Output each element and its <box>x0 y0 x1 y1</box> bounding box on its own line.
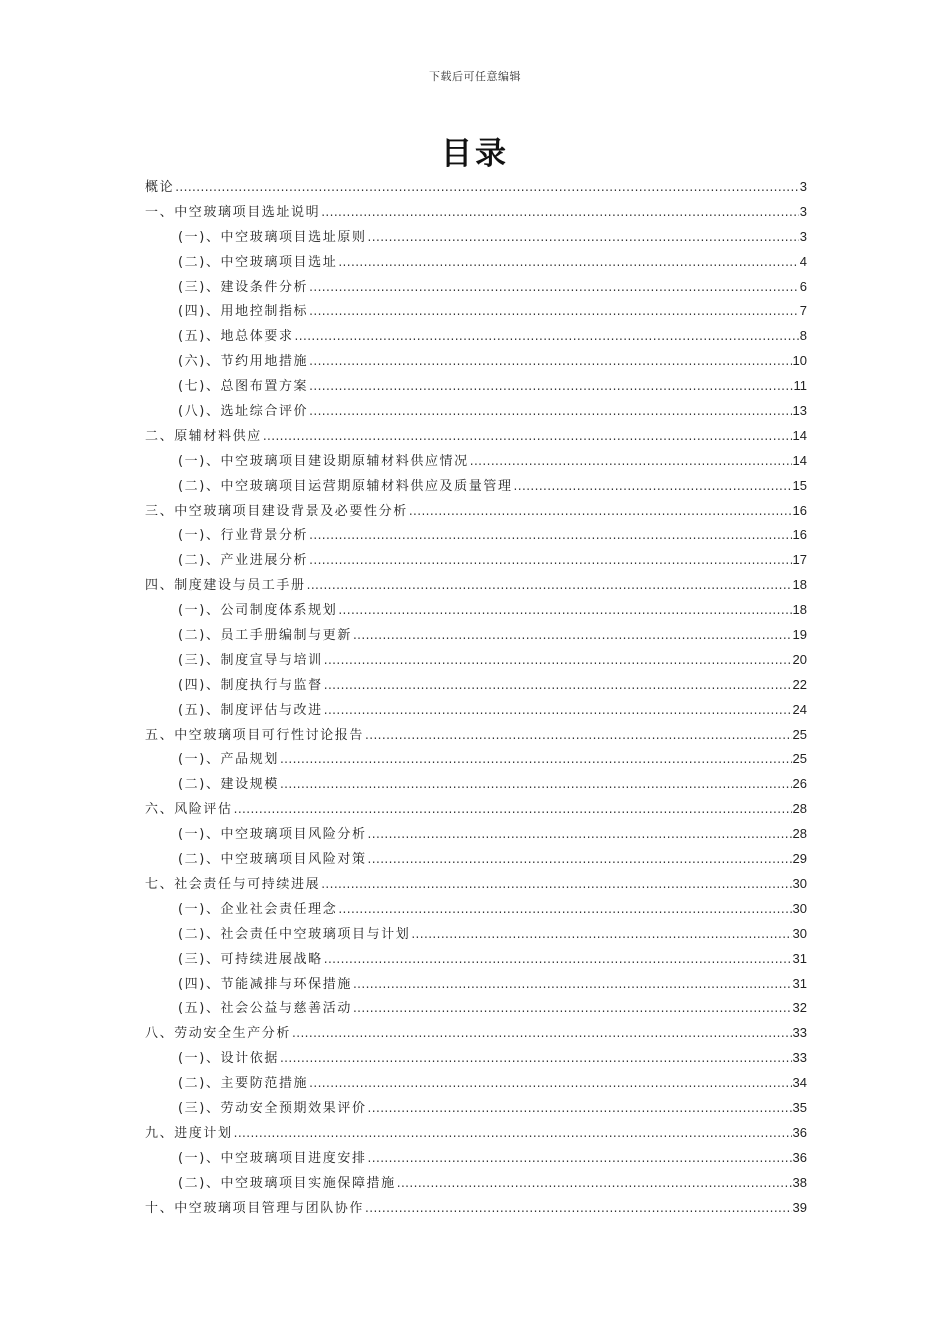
toc-entry[interactable] <box>145 523 807 548</box>
toc-entry-page: 26 <box>792 776 807 792</box>
toc-entry-text: (六)、节约用地措施 <box>178 354 309 370</box>
toc-dot-leader <box>368 225 799 250</box>
toc-entry[interactable] <box>145 723 807 748</box>
toc-dot-leader <box>309 299 799 324</box>
toc-dot-leader <box>324 947 792 972</box>
toc-dot-leader <box>409 499 792 524</box>
toc-entry-text: 四、制度建设与员工手册 <box>145 578 306 594</box>
toc-entry-text: (二)、中空玻璃项目运营期原辅材料供应及质量管理 <box>178 478 513 494</box>
toc-entry[interactable] <box>145 947 807 972</box>
toc-entry-page: 16 <box>792 527 807 543</box>
toc-dot-leader <box>292 1021 792 1046</box>
toc-dot-leader <box>309 523 791 548</box>
toc-entry-page: 25 <box>792 751 807 767</box>
toc-entry-text: 七、社会责任与可持续进展 <box>145 876 321 892</box>
toc-dot-leader <box>338 598 791 623</box>
toc-entry-text: 十、中空玻璃项目管理与团队协作 <box>145 1200 365 1216</box>
toc-entry[interactable] <box>145 449 807 474</box>
toc-dot-leader <box>309 548 791 573</box>
toc-entry-page: 30 <box>792 925 807 941</box>
toc-entry-page: 3 <box>799 179 807 194</box>
toc-entry[interactable] <box>145 922 807 947</box>
toc-dot-leader <box>234 1121 792 1146</box>
toc-entry[interactable] <box>145 1171 807 1196</box>
toc-dot-leader <box>397 1171 792 1196</box>
toc-entry-text: 八、劳动安全生产分析 <box>145 1026 292 1042</box>
toc-entry-text: (二)、中空玻璃项目实施保障措施 <box>178 1175 396 1191</box>
toc-dot-leader <box>321 200 799 225</box>
toc-dot-leader <box>309 1071 791 1096</box>
toc-dot-leader <box>353 623 792 648</box>
toc-entry-page: 22 <box>792 676 807 692</box>
toc-entry-page: 34 <box>792 1075 807 1091</box>
toc-entry-text: (一)、中空玻璃项目风险分析 <box>178 827 367 843</box>
toc-entry-page: 6 <box>799 278 807 294</box>
toc-entry[interactable] <box>145 1196 807 1221</box>
toc-dot-leader <box>309 349 791 374</box>
toc-entry[interactable] <box>145 797 807 822</box>
toc-entry-text: 二、原辅材料供应 <box>145 428 262 444</box>
toc-entry-page: 20 <box>792 651 807 667</box>
toc-entry-page: 10 <box>792 353 807 369</box>
toc-entry-text: (一)、行业背景分析 <box>178 528 309 544</box>
toc-entry[interactable] <box>145 673 807 698</box>
toc-entry-page: 39 <box>792 1199 807 1215</box>
toc-entry-text: 六、风险评估 <box>145 802 233 818</box>
toc-entry[interactable] <box>145 1021 807 1046</box>
toc-entry-text: (四)、用地控制指标 <box>178 304 309 320</box>
toc-entry-text: (一)、中空玻璃项目进度安排 <box>178 1150 367 1166</box>
toc-entry-page: 32 <box>792 1000 807 1016</box>
toc-entry-page: 33 <box>792 1050 807 1066</box>
toc-dot-leader <box>365 723 792 748</box>
toc-dot-leader <box>324 698 792 723</box>
toc-entry-text: (三)、可持续进展战略 <box>178 951 323 967</box>
toc-entry[interactable] <box>145 399 807 424</box>
toc-title: 目录 <box>441 136 509 172</box>
toc-entry-text: (八)、选址综合评价 <box>178 404 309 420</box>
toc-entry-text: 一、中空玻璃项目选址说明 <box>145 204 321 220</box>
toc-dot-leader <box>514 474 792 499</box>
toc-entry[interactable] <box>145 424 807 449</box>
toc-dot-leader <box>368 1096 792 1121</box>
toc-entry[interactable] <box>145 1096 807 1121</box>
toc-entry-text: 五、中空玻璃项目可行性讨论报告 <box>145 727 365 743</box>
toc-entry[interactable] <box>145 474 807 499</box>
toc-entry-text: (四)、制度执行与监督 <box>178 677 323 693</box>
toc-entry[interactable] <box>145 1121 807 1146</box>
toc-dot-leader <box>411 922 791 947</box>
toc-entry-page: 31 <box>792 950 807 966</box>
toc-entry[interactable] <box>145 897 807 922</box>
toc-entry-text: (二)、主要防范措施 <box>178 1076 309 1092</box>
toc-dot-leader <box>338 250 798 275</box>
toc-entry[interactable] <box>145 499 807 524</box>
toc-dot-leader <box>321 872 791 897</box>
toc-entry-page: 18 <box>792 602 807 618</box>
table-of-contents <box>145 175 807 1220</box>
toc-entry[interactable] <box>145 349 807 374</box>
toc-entry[interactable] <box>145 374 807 399</box>
toc-entry-page: 7 <box>799 303 807 319</box>
toc-entry-text: (五)、地总体要求 <box>178 329 294 345</box>
toc-dot-leader <box>263 424 792 449</box>
toc-entry-page: 14 <box>792 427 807 443</box>
toc-entry[interactable] <box>145 972 807 997</box>
toc-entry[interactable] <box>145 299 807 324</box>
toc-entry[interactable] <box>145 200 807 225</box>
toc-entry[interactable] <box>145 772 807 797</box>
toc-entry-page: 30 <box>792 900 807 916</box>
toc-dot-leader <box>324 673 792 698</box>
toc-entry-text: 三、中空玻璃项目建设背景及必要性分析 <box>145 503 408 519</box>
toc-entry-text: (二)、社会责任中空玻璃项目与计划 <box>178 926 411 942</box>
toc-entry[interactable] <box>145 698 807 723</box>
toc-entry-text: (二)、产业进展分析 <box>178 553 309 569</box>
toc-dot-leader <box>368 847 792 872</box>
toc-entry[interactable] <box>145 275 807 300</box>
toc-entry-page: 28 <box>792 801 807 817</box>
toc-entry-text: (一)、企业社会责任理念 <box>178 901 338 917</box>
toc-dot-leader <box>368 822 792 847</box>
toc-entry[interactable] <box>145 648 807 673</box>
toc-entry-text: (三)、劳动安全预期效果评价 <box>178 1100 367 1116</box>
toc-dot-leader <box>353 972 792 997</box>
toc-dot-leader <box>295 324 799 349</box>
toc-entry[interactable] <box>145 1071 807 1096</box>
toc-dot-leader <box>280 772 792 797</box>
toc-entry-page: 17 <box>792 552 807 568</box>
toc-entry-text: (一)、公司制度体系规划 <box>178 603 338 619</box>
toc-entry[interactable] <box>145 1046 807 1071</box>
toc-entry-text: (二)、员工手册编制与更新 <box>178 628 352 644</box>
toc-entry-text: (二)、中空玻璃项目风险对策 <box>178 852 367 868</box>
toc-dot-leader <box>309 275 799 300</box>
toc-entry[interactable] <box>145 175 807 200</box>
toc-dot-leader <box>365 1196 792 1221</box>
toc-entry-page: 4 <box>799 253 807 269</box>
toc-dot-leader <box>280 1046 792 1071</box>
toc-entry-text: (三)、建设条件分析 <box>178 279 309 295</box>
toc-entry[interactable] <box>145 847 807 872</box>
toc-entry-page: 18 <box>792 577 807 593</box>
toc-entry-text: (五)、社会公益与慈善活动 <box>178 1001 352 1017</box>
toc-entry-text: 概论 <box>145 180 175 195</box>
toc-entry-text: (三)、制度宣导与培训 <box>178 652 323 668</box>
toc-entry-page: 31 <box>792 975 807 991</box>
toc-dot-leader <box>324 648 792 673</box>
toc-entry-text: (一)、中空玻璃项目建设期原辅材料供应情况 <box>178 453 469 469</box>
toc-entry-text: (一)、产品规划 <box>178 752 279 768</box>
toc-dot-leader <box>280 747 792 772</box>
toc-dot-leader <box>309 374 792 399</box>
toc-entry-page: 25 <box>792 726 807 742</box>
toc-entry[interactable] <box>145 324 807 349</box>
toc-entry-text: (七)、总图布置方案 <box>178 379 309 395</box>
toc-entry-text: (五)、制度评估与改进 <box>178 702 323 718</box>
toc-entry-text: (一)、中空玻璃项目选址原则 <box>178 229 367 245</box>
toc-entry[interactable] <box>145 623 807 648</box>
toc-entry-page: 3 <box>799 203 807 219</box>
toc-dot-leader <box>307 573 792 598</box>
page-header: 下载后可任意编辑 <box>429 70 521 83</box>
toc-entry-text: (二)、建设规模 <box>178 777 279 793</box>
toc-entry-page: 16 <box>792 502 807 518</box>
toc-entry-page: 8 <box>799 328 807 344</box>
toc-entry-page: 3 <box>799 228 807 244</box>
toc-entry-text: (四)、节能减排与环保措施 <box>178 976 352 992</box>
toc-entry[interactable] <box>145 548 807 573</box>
toc-entry-page: 14 <box>792 452 807 468</box>
toc-dot-leader <box>368 1146 792 1171</box>
toc-entry-text: (一)、设计依据 <box>178 1051 279 1067</box>
toc-dot-leader <box>338 897 791 922</box>
toc-entry[interactable] <box>145 996 807 1021</box>
toc-entry[interactable] <box>145 573 807 598</box>
toc-entry-page: 36 <box>792 1124 807 1140</box>
toc-entry-page: 28 <box>792 826 807 842</box>
toc-entry-page: 36 <box>792 1149 807 1165</box>
toc-entry[interactable] <box>145 822 807 847</box>
toc-entry-text: (二)、中空玻璃项目选址 <box>178 254 338 270</box>
toc-dot-leader <box>470 449 792 474</box>
toc-entry[interactable] <box>145 1146 807 1171</box>
toc-entry-page: 19 <box>792 627 807 643</box>
toc-entry-page: 35 <box>792 1099 807 1115</box>
toc-entry[interactable] <box>145 250 807 275</box>
toc-entry-page: 33 <box>792 1025 807 1041</box>
toc-entry-text: 九、进度计划 <box>145 1125 233 1141</box>
toc-dot-leader <box>175 175 799 200</box>
toc-dot-leader <box>353 996 792 1021</box>
toc-dot-leader <box>309 399 791 424</box>
toc-entry-page: 13 <box>792 403 807 419</box>
toc-entry[interactable] <box>145 872 807 897</box>
toc-entry-page: 29 <box>792 851 807 867</box>
toc-entry-page: 24 <box>792 701 807 717</box>
toc-entry[interactable] <box>145 747 807 772</box>
toc-entry-page: 11 <box>793 378 807 394</box>
toc-entry[interactable] <box>145 598 807 623</box>
toc-entry-page: 30 <box>792 875 807 891</box>
toc-dot-leader <box>234 797 792 822</box>
toc-entry-page: 38 <box>792 1174 807 1190</box>
toc-entry-page: 15 <box>792 477 807 493</box>
toc-entry[interactable] <box>145 225 807 250</box>
